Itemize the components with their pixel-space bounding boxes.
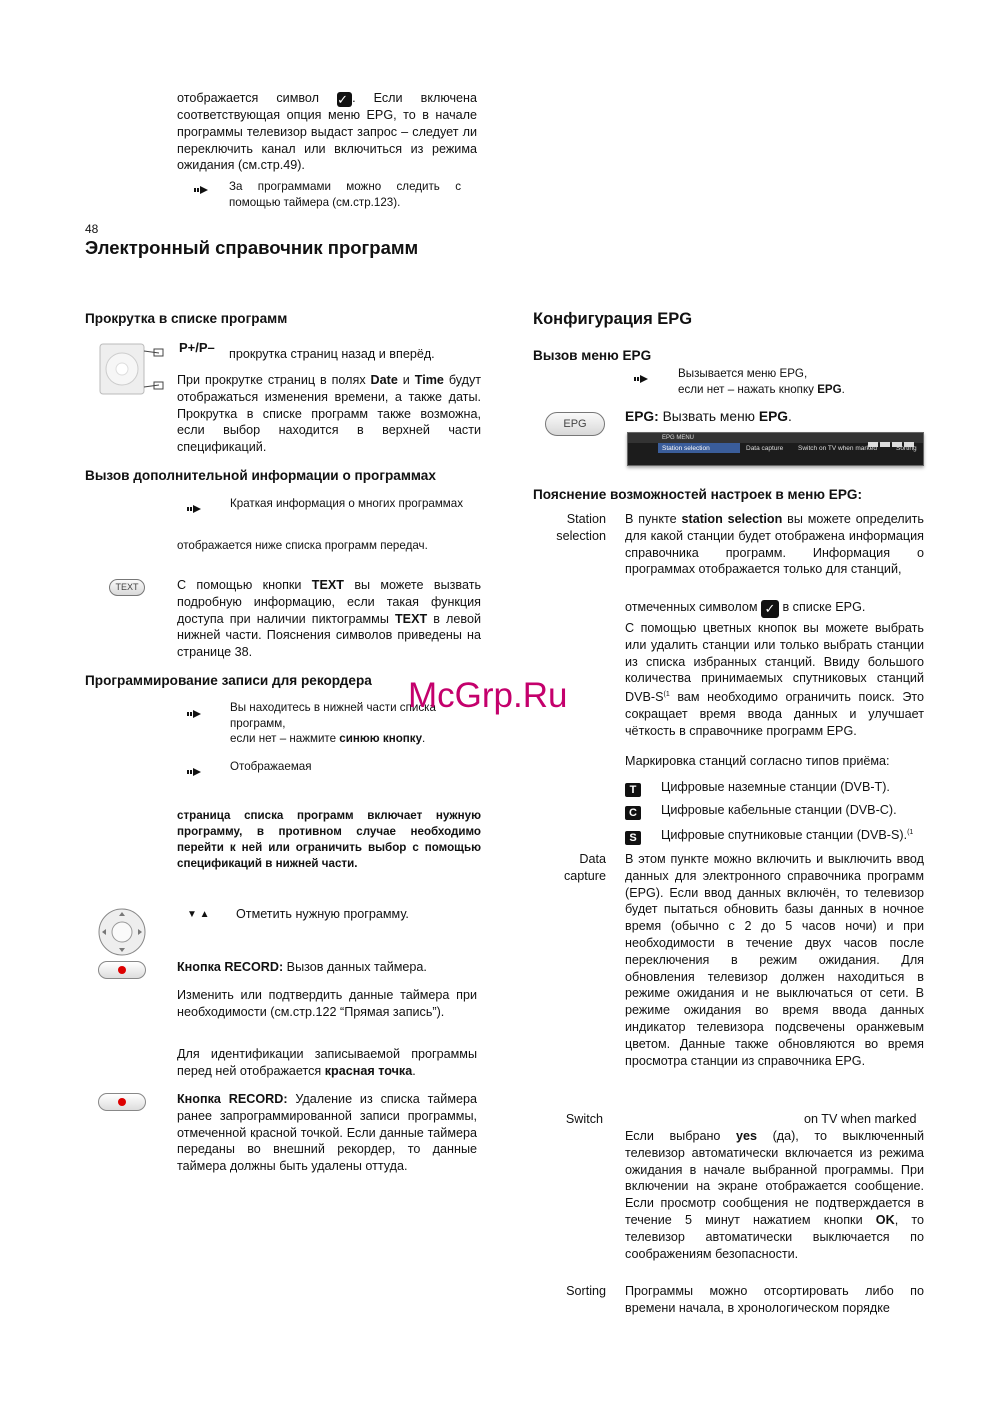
epg-menu-item: Data capture [746, 445, 784, 452]
page-title: Электронный справочник программ [85, 237, 419, 258]
text-paragraph: С помощью кнопки TEXT вы можете вызвать подробную информацию, если такая функция доступа при наличии пиктограммы TEXT в левой нижней части. Пояснения символов приведены на странице 38. [177, 578, 482, 660]
arrow-right-icon [187, 505, 201, 513]
remote-control-image [99, 343, 165, 395]
scroll-heading: Прокрутка в списке программ [85, 311, 288, 326]
top-paragraph: отображается символ ✓ . Если включена соответствующая опция меню EPG, то в начале программы телевизор выдаст запрос – следует ли переключить канал или включиться из режима ожидания (см.стр.49). [177, 91, 478, 173]
record-arrow2-text: Отображаемая [230, 760, 312, 773]
data-paragraph: В этом пункте можно включить и выключить ввод данных для электронного справочника программ (EPG). Если ввод данных включён, то телевизор будет пытаться обновить базы данных в ночное время (обычно с 2 до 5 часов ночи) и при необходимости в течение двух часов после переключения в режим ожидания. Для обновления телевизор должен находиться в режиме ожидания и не выключаться от сети. В режиме ожидания во время ввода данных индикатор телевизора подсвечены оранжевым цветом. Данные также обновляются во время просмотра станции из справочника EPG. [625, 852, 924, 1068]
arrow-right-icon [634, 375, 648, 383]
record-bold-paragraph: страница списка программ включает нужную программу, в противном случае необходимо перейти к ней или ограничить выбор с помощью спецификаций в нижней части. [177, 809, 481, 870]
switch-label: Switch [565, 1112, 603, 1126]
record-button-icon [98, 1093, 146, 1111]
up-down-arrows-icon: ▼ ▲ [187, 909, 210, 920]
dpad-icon [97, 907, 147, 957]
call-arrow-text: Вызывается меню EPG, если нет – нажать кнопку EPG. [678, 367, 845, 396]
epg-menu-item: Sorting [896, 445, 917, 452]
epg-menu-item: Switch on TV when marked [798, 445, 877, 452]
call-heading: Вызов меню EPG [533, 348, 652, 363]
epg-line: EPG: Вызвать меню EPG. [625, 409, 792, 424]
sym-t-row: T Цифровые наземные станции (DVB-T). [625, 779, 890, 797]
arrow-right-icon [187, 710, 201, 718]
watermark: McGrp.Ru [408, 676, 568, 715]
mark-text: Отметить нужную программу. [236, 907, 409, 921]
satellite-icon: S [625, 831, 641, 845]
epg-menu-item: Station selection [662, 445, 710, 452]
epg-button-icon: EPG [545, 412, 605, 436]
epg-menu-screenshot [627, 432, 924, 466]
record-button-icon [98, 961, 146, 979]
terrestrial-icon: T [625, 783, 641, 797]
switch-paragraph: Если выбрано yes (да), то выключенный телевизор автоматически включается из режима ожидания в начале выбранной программы. При включении на экране отображается сообщение. Если просмотр сообщения не подтверждается в течение 5 минут нажатием кнопки OK, то телевизор автоматически выключается по соображениям безопасности. [625, 1129, 925, 1261]
page-number: 48 [85, 222, 99, 236]
change-paragraph: Изменить или подтвердить данные таймера при необходимости (см.стр.122 “Прямая запись”). [177, 988, 477, 1019]
ident-paragraph: Для идентификации записываемой программы перед ней отображается красная точка. [177, 1047, 477, 1078]
record1-line: Кнопка RECORD: Вызов данных таймера. [177, 960, 427, 974]
data-label: Data capture [563, 852, 606, 883]
sym-s-row: S Цифровые спутниковые станции (DVB-S).$^{(1}$ [625, 825, 913, 845]
explain-heading: Пояснение возможностей настроек в меню EPG: [533, 487, 862, 502]
station-paragraph-4: Маркировка станций согласно типов приёма: [625, 754, 890, 768]
info-arrow-text: Краткая информация о многих программах [230, 497, 464, 510]
station-paragraph-3: С помощью цветных кнопок вы можете выбрать или удалить станции или только выбрать станции из списка избранных станций. Ввиду большого количества принимаемых спутниковых станций DVB-$S^{(1}$ вам необходимо ограничить поиск. Это сокращает время ввода данных и улучшает чёткость в справочнике программ EPG. [625, 621, 925, 738]
checkmark-icon: ✓ [761, 600, 779, 618]
arrow-right-icon [187, 768, 201, 776]
top-note: За программами можно следить с помощью таймера (см.стр.123). [229, 180, 461, 209]
pp-label: P+/P– [179, 340, 215, 355]
cable-icon: C [625, 806, 641, 820]
info-below: отображается ниже списка программ передач. [177, 539, 428, 552]
record-heading: Программирование записи для рекордера [85, 673, 372, 688]
pp-text: прокрутка страниц назад и вперёд. [229, 347, 435, 361]
switch-cont: on TV when marked [804, 1112, 917, 1126]
arrow-right-icon [194, 186, 208, 194]
scroll-paragraph: При прокрутке страниц в полях Date и Time будут отображаться изменения времени, а также даты. Прокрутка в списке программ также возможна, если выбор находится в верхней части спецификаций. [177, 373, 482, 455]
epg-menu-buttons [868, 435, 918, 440]
sorting-label: Sorting [566, 1284, 606, 1298]
sym-c-row: C Цифровые кабельные станции (DVB-C). [625, 802, 897, 820]
info-heading: Вызов дополнительной информации о программах [85, 468, 436, 483]
text-button-icon: TEXT [109, 579, 145, 596]
record2-paragraph: Кнопка RECORD: Удаление из списка таймера ранее запрограммированной записи программы, отмеченной красной точкой. Если данные таймера переданы во внешний рекордер, то данные таймера должны быть удалены оттуда. [177, 1092, 477, 1174]
station-paragraph-1: В пункте station selection вы можете определить для какой станции будет отображена информация справочника программ. Информация о программах отображается только для станций, [625, 512, 924, 577]
sorting-paragraph: Программы можно отсортировать либо по времени начала, в хронологическом порядке [625, 1284, 924, 1315]
station-label: Station selection [556, 512, 606, 543]
record-arrow-text: Вы находитесь в нижней части списка программ, если нет – нажмите синюю кнопку. [230, 701, 436, 745]
checkmark-icon: ✓ [337, 92, 352, 107]
station-paragraph-2: отмеченных символом ✓ в списке EPG. [625, 600, 866, 616]
epg-menu-title: EPG MENU [662, 435, 695, 441]
config-heading: Конфигурация EPG [533, 310, 693, 328]
